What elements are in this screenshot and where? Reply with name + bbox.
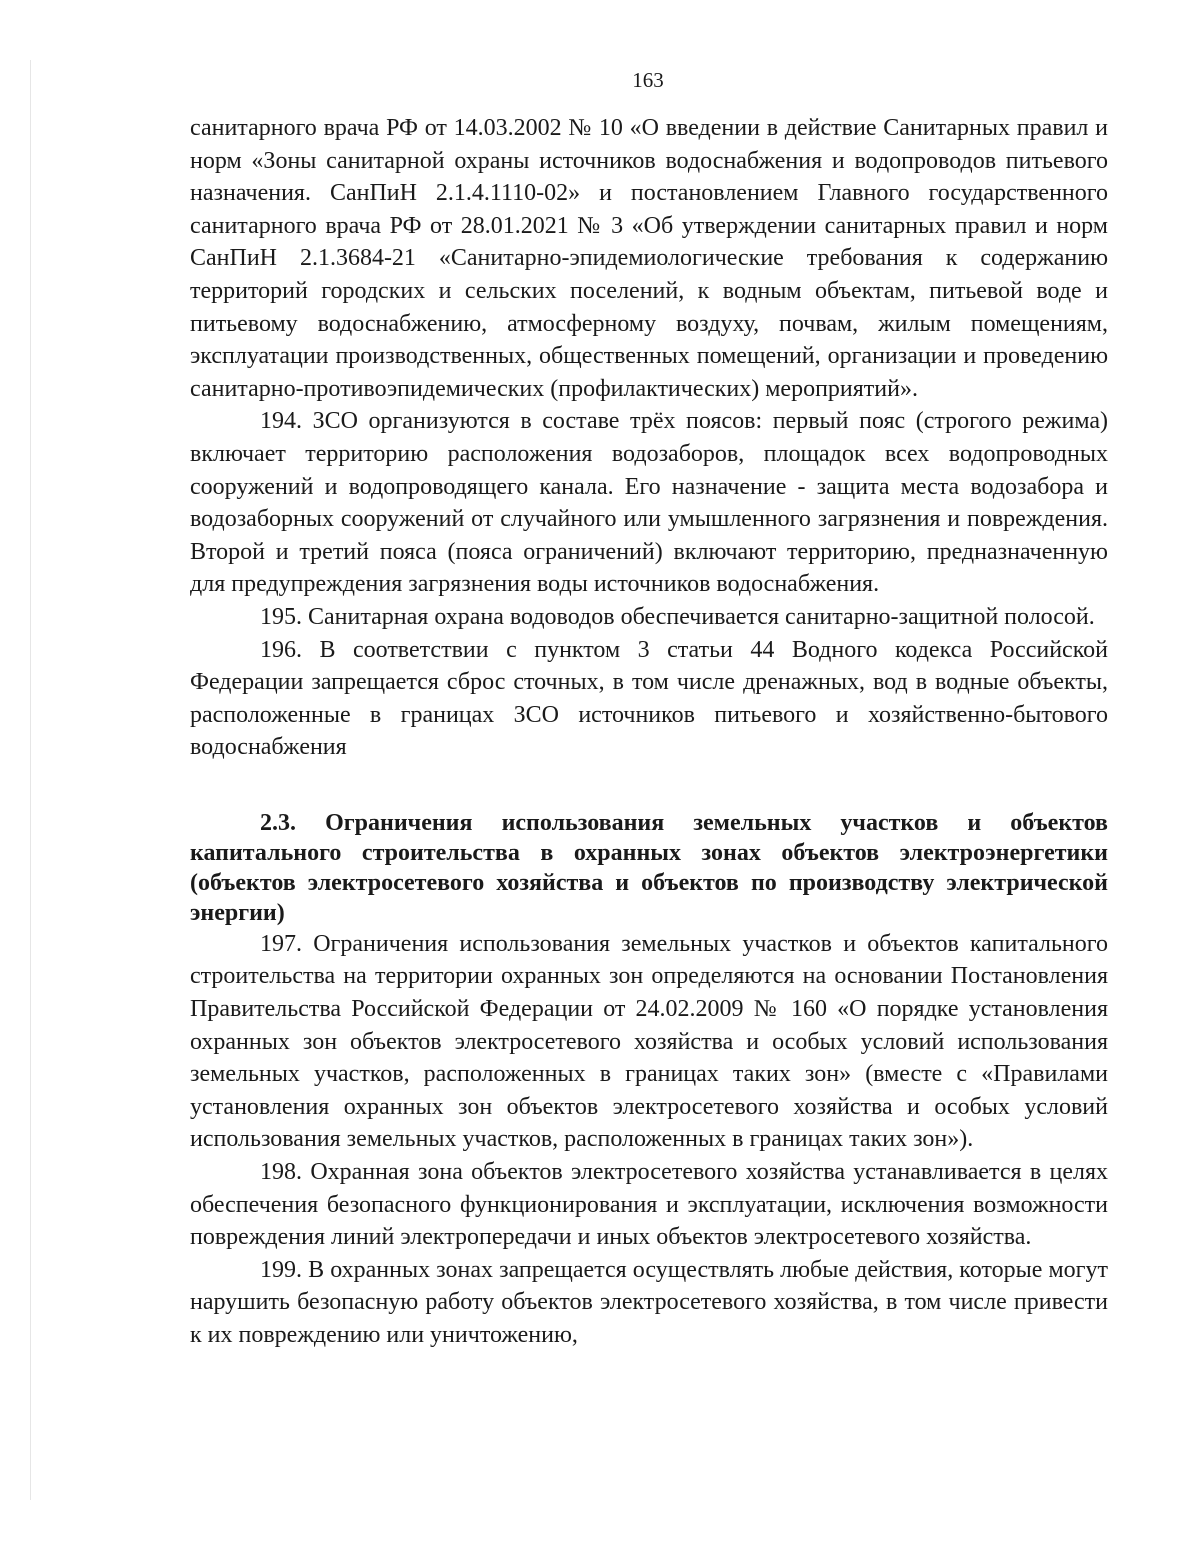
paragraph-199: 199. В охранных зонах запрещается осуществлять любые действия, которые могут нарушить безопасную работу объектов электросетевого хозяйства, в том числе привести к их повреждению или уничтожению,: [190, 1256, 1108, 1348]
paragraph-198: 198. Охранная зона объектов электросетевого хозяйства устанавливается в целях обеспечения безопасного функционирования и эксплуатации, исключения возможности повреждения линий электропередачи и иных объектов электросетевого хозяйства.: [190, 1159, 1108, 1251]
page-number: 163: [632, 68, 664, 92]
section-2-3: [190, 808, 1108, 1352]
paragraph-195: 195. Санитарная охрана водоводов обеспечивается санитарно-защитной полосой.: [260, 603, 1095, 630]
section-heading: 2.3. Ограничения использования земельных участков и объектов капитального строительства в охранных зонах объектов электроэнергетики (объектов электросетевого хозяйства и объектов по производству электрической энергии): [190, 809, 1108, 926]
paragraph-194: 194. ЗСО организуются в составе трёх поясов: первый пояс (строгого режима) включает территорию расположения водозаборов, площадок всех водопроводных сооружений и водопроводящего канала. Его назначение - защита места водозабора и водозаборных сооружений от случайного или умышленного загрязнения и повреждения. Второй и третий пояса (пояса ограничений) включают территорию, предназначенную для предупреждения загрязнения воды источников водоснабжения.: [190, 408, 1108, 598]
page-body: [190, 112, 1108, 1352]
paragraph-continuation: санитарного врача РФ от 14.03.2002 № 10 «О введении в действие Санитарных правил и норм «Зоны санитарной охраны источников водоснабжения и водопроводов питьевого назначения. СанПиН 2.1.4.1110-02» и постановлением Главного государственного санитарного врача РФ от 28.01.2021 № 3 «Об утверждении санитарных правил и норм СанПиН 2.1.3684-21 «Санитарно-эпидемиологические требования к содержанию территорий городских и сельских поселений, к водным объектам, питьевой воде и питьевому водоснабжению, атмосферному воздуху, почвам, жилым помещениям, эксплуатации производственных, общественных помещений, организации и проведению санитарно-противоэпидемических (профилактических) мероприятий».: [190, 115, 1108, 402]
scan-edge-line: [30, 60, 31, 1500]
paragraph-196: 196. В соответствии с пунктом 3 статьи 44 Водного кодекса Российской Федерации запрещается сброс сточных, в том числе дренажных, вод в водные объекты, расположенные в границах ЗСО источников питьевого и хозяйственно-бытового водоснабжения: [190, 636, 1108, 761]
paragraph-197: 197. Ограничения использования земельных участков и объектов капитального строительства на территории охранных зон определяются на основании Постановления Правительства Российской Федерации от 24.02.2009 № 160 «О порядке установления охранных зон объектов электросетевого хозяйства и особых условий использования земельных участков, расположенных в границах таких зон» (вместе с «Правилами установления охранных зон объектов электросетевого хозяйства и особых условий использования земельных участков, расположенных в границах таких зон»).: [190, 930, 1108, 1153]
